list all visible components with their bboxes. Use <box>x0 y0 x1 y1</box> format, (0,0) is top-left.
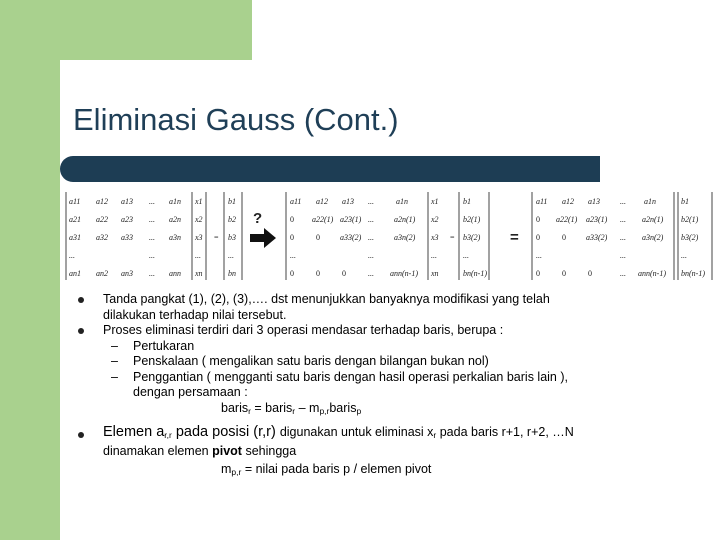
sub-bullet-item <box>78 370 638 401</box>
eq-part: baris <box>329 400 357 415</box>
eq-part: baris <box>221 400 249 415</box>
pivot-sub: r,r <box>164 430 172 440</box>
svg-text:b1: b1 <box>463 197 471 206</box>
left-accent-band <box>0 0 60 540</box>
bullet-dot-icon <box>78 328 84 334</box>
svg-text:a1n: a1n <box>396 197 408 206</box>
svg-text:ann(n-1): ann(n-1) <box>390 269 418 278</box>
equals-sign: = <box>510 229 519 246</box>
pivot-text: pada baris r+1, r+2, …N <box>436 425 574 439</box>
svg-text:b1: b1 <box>228 197 236 206</box>
svg-text:a13: a13 <box>121 197 133 206</box>
svg-text:b3(2): b3(2) <box>681 233 699 242</box>
svg-text:0: 0 <box>536 215 540 224</box>
svg-text:...: ... <box>149 269 155 278</box>
title-underline-bar <box>60 156 600 182</box>
bullet-text: dilakukan terhadap nilai tersebut. <box>103 307 287 322</box>
svg-text:an1: an1 <box>69 269 81 278</box>
svg-text:a13: a13 <box>588 197 600 206</box>
arrow-right-icon <box>250 228 276 248</box>
svg-text:...: ... <box>69 251 75 260</box>
bullet-list <box>78 292 638 481</box>
svg-text:...: ... <box>149 233 155 242</box>
svg-text:a22: a22 <box>96 215 108 224</box>
dash-marker: – <box>111 354 118 368</box>
bullet-text: Proses eliminasi terdiri dari 3 operasi mendasar terhadap baris, berupa : <box>103 323 504 337</box>
svg-text:a23: a23 <box>121 215 133 224</box>
svg-text:a33: a33 <box>121 233 133 242</box>
eq-part: = baris <box>250 400 293 415</box>
svg-text:bn(n-1): bn(n-1) <box>463 269 487 278</box>
bullet-text: Tanda pangkat (1), (2), (3),…. dst menunjukkan banyaknya modifikasi yang telah <box>103 292 550 306</box>
svg-text:...: ... <box>431 251 437 260</box>
svg-text:...: ... <box>368 197 374 206</box>
sub-bullet-text: Pertukaran <box>133 338 195 353</box>
svg-text:a22(1): a22(1) <box>556 215 578 224</box>
svg-text:...: ... <box>368 233 374 242</box>
svg-text:a12: a12 <box>96 197 108 206</box>
svg-text:a21: a21 <box>69 215 81 224</box>
svg-text:0: 0 <box>290 233 294 242</box>
dash-marker: – <box>111 338 118 353</box>
top-accent-block <box>0 0 252 60</box>
eq-sub: p,r <box>319 405 330 416</box>
pivot-text: pada posisi (r,r) <box>171 424 280 440</box>
svg-text:0: 0 <box>536 269 540 278</box>
svg-text:a3n(2): a3n(2) <box>394 233 416 242</box>
svg-text:xn: xn <box>431 269 439 278</box>
sub-bullet-text: Penggantian ( mengganti satu baris dengan hasil operasi perkalian baris lain ), <box>133 369 568 384</box>
svg-text:0: 0 <box>562 269 566 278</box>
svg-text:...: ... <box>681 251 687 260</box>
svg-text:...: ... <box>368 215 374 224</box>
svg-text:0: 0 <box>342 269 346 278</box>
pivot-text: digunakan untuk eliminasi x <box>279 425 434 439</box>
svg-text:...: ... <box>620 251 626 260</box>
svg-text:0: 0 <box>316 233 320 242</box>
gauss-matrix-figure <box>64 190 714 282</box>
matrix-u1 <box>286 192 489 280</box>
pivot-text: Elemen a <box>103 424 165 440</box>
eq-part: – m <box>295 400 320 415</box>
svg-text:0: 0 <box>536 233 540 242</box>
svg-text:a1n: a1n <box>644 197 656 206</box>
svg-text:a12: a12 <box>562 197 574 206</box>
svg-text:a33(2): a33(2) <box>340 233 362 242</box>
sub-bullet-item <box>78 339 638 355</box>
svg-text:a2n(1): a2n(1) <box>642 215 664 224</box>
svg-text:a23(1): a23(1) <box>586 215 608 224</box>
svg-text:...: ... <box>195 251 201 260</box>
matrix-a <box>66 192 242 280</box>
pivot-sub: r <box>433 430 437 440</box>
svg-text:0: 0 <box>290 215 294 224</box>
svg-text:...: ... <box>463 251 469 260</box>
svg-text:=: = <box>450 233 455 242</box>
svg-text:...: ... <box>149 197 155 206</box>
svg-text:a22(1): a22(1) <box>312 215 334 224</box>
svg-text:xn: xn <box>195 269 203 278</box>
question-mark: ? <box>253 210 263 227</box>
multiplier-equation <box>78 462 638 481</box>
svg-text:a3n: a3n <box>169 233 181 242</box>
svg-text:0: 0 <box>316 269 320 278</box>
pivot-bold-word: pivot <box>212 443 242 458</box>
svg-text:x3: x3 <box>195 233 203 242</box>
svg-text:a12: a12 <box>316 197 328 206</box>
svg-text:a32: a32 <box>96 233 108 242</box>
svg-text:a31: a31 <box>69 233 81 242</box>
svg-text:x3: x3 <box>431 233 439 242</box>
svg-text:...: ... <box>149 251 155 260</box>
bullet-dot-icon <box>78 432 84 438</box>
eq-part: m <box>221 462 232 476</box>
svg-text:0: 0 <box>290 269 294 278</box>
svg-text:bn(n-1): bn(n-1) <box>681 269 705 278</box>
svg-text:a13: a13 <box>342 197 354 206</box>
eq-sub: r <box>248 405 251 416</box>
svg-text:...: ... <box>149 215 155 224</box>
svg-text:...: ... <box>620 197 626 206</box>
svg-text:...: ... <box>228 251 234 260</box>
svg-text:x2: x2 <box>195 215 203 224</box>
svg-text:a3n(2): a3n(2) <box>642 233 664 242</box>
svg-text:...: ... <box>368 251 374 260</box>
svg-text:a11: a11 <box>536 197 548 206</box>
eq-sub: r <box>292 405 296 416</box>
svg-text:b2(1): b2(1) <box>463 215 481 224</box>
svg-text:b2: b2 <box>228 215 236 224</box>
svg-text:...: ... <box>368 269 374 278</box>
row-operation-equation <box>78 401 638 420</box>
bullet-item <box>78 323 638 339</box>
bullet-dot-icon <box>78 297 84 303</box>
svg-text:...: ... <box>290 251 296 260</box>
sub-bullet-item <box>78 354 638 370</box>
svg-text:a1n: a1n <box>169 197 181 206</box>
svg-text:ann: ann <box>169 269 181 278</box>
svg-text:...: ... <box>620 233 626 242</box>
svg-text:x1: x1 <box>195 197 203 206</box>
svg-text:b1: b1 <box>681 197 689 206</box>
svg-text:...: ... <box>620 269 626 278</box>
svg-text:a2n: a2n <box>169 215 181 224</box>
svg-text:0: 0 <box>562 233 566 242</box>
eq-sub: p,r <box>231 467 242 477</box>
pivot-text: sehingga <box>241 443 297 458</box>
bullet-item <box>78 292 638 323</box>
pivot-text: dinamakan elemen <box>103 443 213 458</box>
bullet-item <box>78 425 638 459</box>
sub-bullet-text: Penskalaan ( mengalikan satu baris dengan bilangan bukan nol) <box>133 354 489 368</box>
eq-sub: p <box>356 405 362 416</box>
svg-text:ann(n-1): ann(n-1) <box>638 269 666 278</box>
svg-text:a33(2): a33(2) <box>586 233 608 242</box>
svg-text:a2n(1): a2n(1) <box>394 215 416 224</box>
slide-title: Eliminasi Gauss (Cont.) <box>73 102 399 137</box>
svg-text:an2: an2 <box>96 269 108 278</box>
svg-text:a23(1): a23(1) <box>340 215 362 224</box>
svg-text:x1: x1 <box>431 197 439 206</box>
svg-text:=: = <box>214 233 219 242</box>
svg-text:bn: bn <box>228 269 236 278</box>
svg-text:a11: a11 <box>290 197 302 206</box>
dash-marker: – <box>111 369 118 384</box>
svg-text:a11: a11 <box>69 197 81 206</box>
svg-text:b3(2): b3(2) <box>463 233 481 242</box>
sub-bullet-text: dengan persamaan : <box>133 385 248 399</box>
svg-text:b2(1): b2(1) <box>681 215 699 224</box>
svg-text:x2: x2 <box>431 215 439 224</box>
matrix-u2 <box>532 192 712 280</box>
svg-text:...: ... <box>536 251 542 260</box>
svg-text:b3: b3 <box>228 233 236 242</box>
svg-text:an3: an3 <box>121 269 133 278</box>
svg-text:...: ... <box>620 215 626 224</box>
svg-text:0: 0 <box>588 269 592 278</box>
eq-part: = nilai pada baris p / elemen pivot <box>241 462 432 476</box>
